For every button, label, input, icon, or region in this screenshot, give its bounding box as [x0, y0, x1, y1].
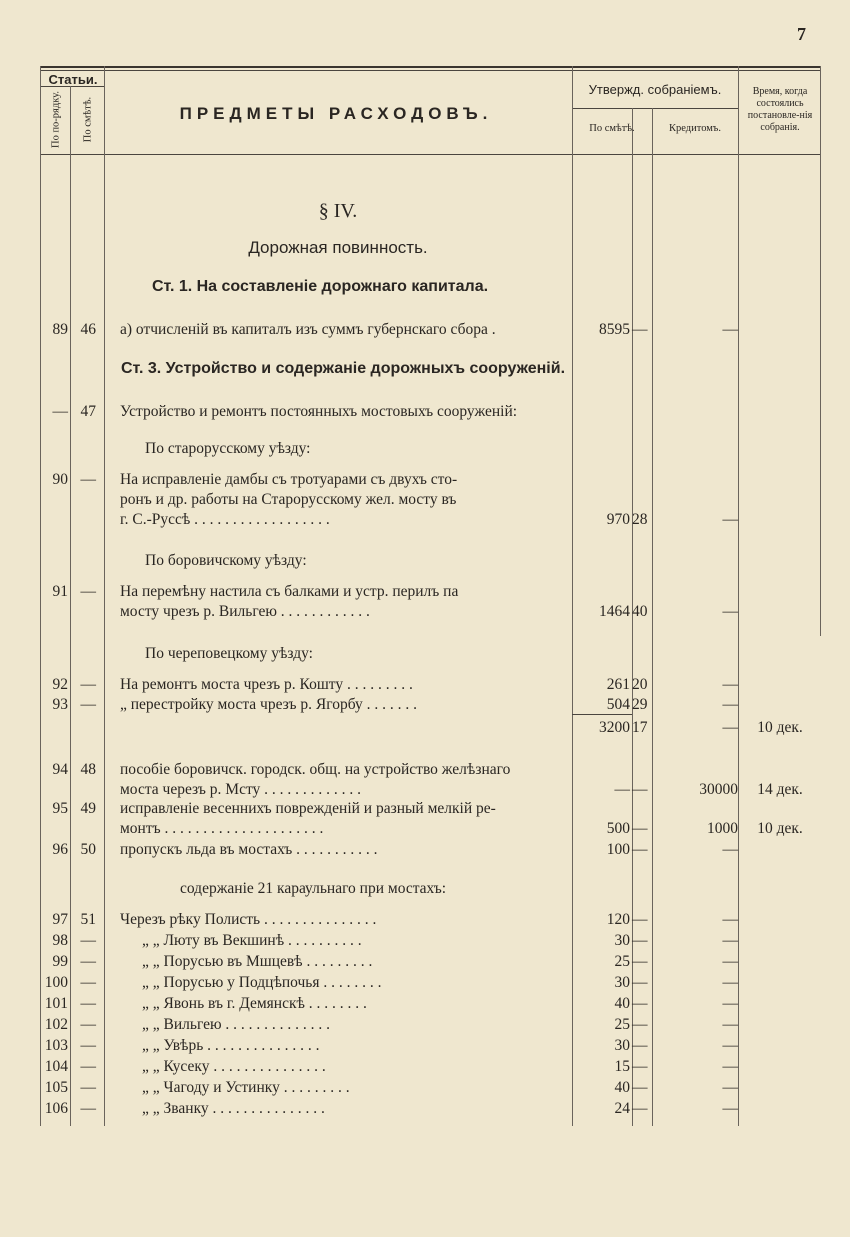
estimate-number: —	[80, 696, 96, 713]
description-line: пропускъ льда въ мостахъ . . . . . . . . . . .	[120, 841, 378, 858]
estimate-number: —	[80, 995, 96, 1012]
credit-amount: —	[722, 321, 738, 338]
row-number: 105	[44, 1079, 68, 1096]
amount-rubles: 40	[614, 1079, 630, 1096]
credit-amount: —	[722, 995, 738, 1012]
description-line: „ „ Увѣрь . . . . . . . . . . . . . . .	[142, 1037, 320, 1054]
credit-amount: —	[722, 603, 738, 620]
header-utverzhd: Утвержд. собраніемъ.	[588, 82, 722, 97]
amount-kopecks: —	[632, 820, 648, 837]
description-line: На исправленіе дамбы съ тротуарами съ двухъ сто-	[120, 471, 458, 488]
amount-rubles: 15	[614, 1058, 630, 1075]
credit-amount: —	[722, 932, 738, 949]
estimate-number: 51	[80, 911, 96, 928]
estimate-number: —	[80, 932, 96, 949]
row-number: 106	[44, 1100, 68, 1117]
row-number: 103	[44, 1037, 68, 1054]
amount-rubles: 1464	[599, 603, 630, 620]
amount-kopecks: —	[632, 1100, 648, 1117]
description-line: „ перестройку моста чрезъ р. Ягорбу . . . . . . .	[120, 696, 418, 713]
decision-date: 10 дек.	[757, 719, 803, 736]
row-number: 90	[52, 471, 68, 488]
description-line: На ремонтъ моста чрезъ р. Кошту . . . . . . . . .	[120, 676, 413, 693]
row-number: 92	[52, 676, 68, 693]
amount-kopecks: —	[632, 995, 648, 1012]
row-description	[120, 1078, 588, 1098]
description-line: „ „ Чагоду и Устинку . . . . . . . . .	[142, 1079, 350, 1096]
amount-kopecks: —	[632, 932, 648, 949]
subhead-staroruss: По старорусскому уѣзду:	[145, 440, 311, 457]
credit-amount: —	[722, 841, 738, 858]
amount-rubles: 25	[614, 1016, 630, 1033]
description-line: „ „ Порусью у Подцѣпочья . . . . . . . .	[142, 974, 382, 991]
subhead-cherepov: По череповецкому уѣзду:	[145, 645, 313, 662]
amount-kopecks: 17	[632, 719, 648, 736]
description-line: „ „ Кусеку . . . . . . . . . . . . . . .	[142, 1058, 326, 1075]
description-line: Устройство и ремонтъ постоянныхъ мостовыхъ сооруженій:	[120, 403, 518, 420]
estimate-number: —	[80, 676, 96, 693]
row-description	[120, 1099, 588, 1119]
amount-rubles: 40	[614, 995, 630, 1012]
row-description	[120, 952, 588, 972]
amount-rubles: 120	[606, 911, 630, 928]
amount-kopecks: 28	[632, 511, 648, 528]
description-line: „ „ Званку . . . . . . . . . . . . . . .	[142, 1100, 325, 1117]
row-description	[120, 675, 566, 695]
header-po-smete: По смѣтѣ.	[589, 123, 635, 134]
credit-amount: —	[722, 676, 738, 693]
header-bottom-rule	[40, 154, 820, 155]
description-line: На перемѣну настила съ балками и устр. перилъ па	[120, 583, 459, 600]
row-number: 91	[52, 583, 68, 600]
page-number: 7	[797, 24, 806, 44]
estimate-number: —	[80, 583, 96, 600]
row-description	[120, 1036, 588, 1056]
amount-kopecks: —	[632, 1037, 648, 1054]
col-rule-right	[820, 66, 821, 636]
col-rule-2	[104, 66, 105, 1126]
estimate-number: 49	[80, 800, 96, 817]
credit-amount: —	[722, 1037, 738, 1054]
amount-rubles: 100	[606, 841, 630, 858]
top-rule-inner	[40, 70, 820, 71]
amount-rubles: 3200	[599, 719, 630, 736]
header-predmety: ПРЕДМЕТЫ РАСХОДОВЪ.	[179, 104, 493, 123]
amount-rubles: 24	[614, 1100, 630, 1117]
estimate-number: 50	[80, 841, 96, 858]
row-number: 99	[52, 953, 68, 970]
amount-kopecks: —	[632, 1016, 648, 1033]
utverzhd-rule	[572, 108, 738, 109]
row-description	[120, 840, 566, 860]
row-description	[120, 1057, 588, 1077]
credit-amount: —	[722, 974, 738, 991]
header-vremya: Время, когда состоялись постановле-нія собранія.	[747, 86, 813, 133]
amount-kopecks: 29	[632, 696, 648, 713]
amount-rubles: 970	[606, 511, 630, 528]
row-number: 104	[44, 1058, 68, 1075]
row-number: 101	[44, 995, 68, 1012]
top-rule	[40, 66, 820, 68]
amount-rubles: 30	[614, 932, 630, 949]
section-paragraph: § IV.	[318, 200, 358, 222]
row-description	[120, 994, 588, 1014]
row-number: 98	[52, 932, 68, 949]
amount-rubles: 261	[606, 676, 630, 693]
decision-date: 14 дек.	[757, 781, 803, 798]
estimate-number: 48	[80, 761, 96, 778]
description-line: ронъ и др. работы на Старорусскому жел. мосту въ	[120, 491, 457, 508]
header-kreditom: Кредитомъ.	[669, 123, 721, 134]
estimate-number: 46	[80, 321, 96, 338]
description-line: монтъ . . . . . . . . . . . . . . . . . . . . .	[120, 820, 324, 837]
description-line: „ „ Явонь въ г. Демянскѣ . . . . . . . .	[142, 995, 367, 1012]
amount-kopecks: —	[632, 1058, 648, 1075]
credit-amount: —	[722, 696, 738, 713]
description-line: „ „ Порусью въ Мшцевѣ . . . . . . . . .	[142, 953, 373, 970]
row-description	[120, 402, 566, 422]
amount-kopecks: —	[632, 911, 648, 928]
amount-kopecks: —	[632, 321, 648, 338]
header-statyi: Статьи.	[48, 72, 98, 87]
row-number: —	[52, 403, 68, 420]
amount-kopecks: 40	[632, 603, 648, 620]
credit-amount: —	[722, 1100, 738, 1117]
amount-kopecks: —	[632, 781, 648, 798]
estimate-number: —	[80, 974, 96, 991]
description-line: а) отчисленій въ капиталъ изъ суммъ губернскаго сбора .	[120, 321, 496, 338]
col-rule-1	[70, 86, 71, 1126]
row-number: 97	[52, 911, 68, 928]
estimate-number: —	[80, 1016, 96, 1033]
estimate-number: —	[80, 953, 96, 970]
estimate-number: —	[80, 1058, 96, 1075]
credit-amount: 1000	[707, 820, 738, 837]
estimate-number: —	[80, 471, 96, 488]
article-3-title: Ст. 3. Устройство и содержаніе дорожныхъ сооруженій.	[120, 360, 566, 377]
credit-amount: —	[722, 1016, 738, 1033]
amount-kopecks: —	[632, 974, 648, 991]
estimate-number: —	[80, 1079, 96, 1096]
row-description	[120, 799, 566, 839]
row-description	[120, 582, 566, 622]
estimate-number: —	[80, 1100, 96, 1117]
header-po-poryadku: По по-рядку.	[50, 90, 62, 149]
article-1-title: Ст. 1. На составленіе дорожнаго капитала.	[151, 278, 489, 295]
description-line: исправленіе весеннихъ поврежденій и разный мелкій ре-	[120, 800, 496, 817]
credit-amount: —	[722, 719, 738, 736]
header-po-smete-col: По смѣтѣ.	[82, 96, 94, 143]
description-line: „ „ Вильгею . . . . . . . . . . . . . .	[142, 1016, 331, 1033]
row-description	[120, 320, 566, 340]
amount-rubles: 30	[614, 1037, 630, 1054]
row-number: 89	[52, 321, 68, 338]
section-title: Дорожная повинность.	[248, 238, 428, 257]
credit-amount: —	[722, 953, 738, 970]
description-line: г. С.-Руссѣ . . . . . . . . . . . . . . . . . .	[120, 511, 330, 528]
description-line: моста черезъ р. Мсту . . . . . . . . . . . . .	[120, 781, 362, 798]
description-line: пособіе боровичск. городск. общ. на устройство желѣзнаго	[120, 761, 511, 778]
decision-date: 10 дек.	[757, 820, 803, 837]
amount-kopecks: —	[632, 1079, 648, 1096]
credit-amount: 30000	[699, 781, 738, 798]
estimate-number: —	[80, 1037, 96, 1054]
row-description	[120, 1015, 588, 1035]
row-number: 102	[44, 1016, 68, 1033]
row-description	[120, 470, 566, 530]
row-description	[120, 760, 566, 800]
row-number: 93	[52, 696, 68, 713]
description-line: „ „ Люту въ Векшинѣ . . . . . . . . . .	[142, 932, 362, 949]
amount-rubles: 8595	[599, 321, 630, 338]
amount-rubles: 25	[614, 953, 630, 970]
subhead-soderzh: содержаніе 21 караульнаго при мостахъ:	[180, 880, 447, 897]
row-description	[120, 695, 566, 715]
row-number: 94	[52, 761, 68, 778]
amount-rubles: 504	[606, 696, 630, 713]
credit-amount: —	[722, 911, 738, 928]
credit-amount: —	[722, 511, 738, 528]
amount-rubles: 500	[606, 820, 630, 837]
subhead-borovich: По боровичскому уѣзду:	[145, 552, 307, 569]
row-description	[120, 931, 588, 951]
amount-rubles: —	[614, 781, 630, 798]
credit-amount: —	[722, 1058, 738, 1075]
credit-amount: —	[722, 1079, 738, 1096]
row-number: 100	[44, 974, 68, 991]
row-description	[120, 910, 566, 930]
amount-rubles: 30	[614, 974, 630, 991]
amount-kopecks: —	[632, 841, 648, 858]
row-description	[120, 973, 588, 993]
estimate-number: 47	[80, 403, 96, 420]
description-line: Черезъ рѣку Полисть . . . . . . . . . . . . . . .	[120, 911, 377, 928]
row-number: 96	[52, 841, 68, 858]
amount-kopecks: —	[632, 953, 648, 970]
row-number: 95	[52, 800, 68, 817]
description-line: мосту чрезъ р. Вильгею . . . . . . . . . . . .	[120, 603, 370, 620]
amount-kopecks: 20	[632, 676, 648, 693]
